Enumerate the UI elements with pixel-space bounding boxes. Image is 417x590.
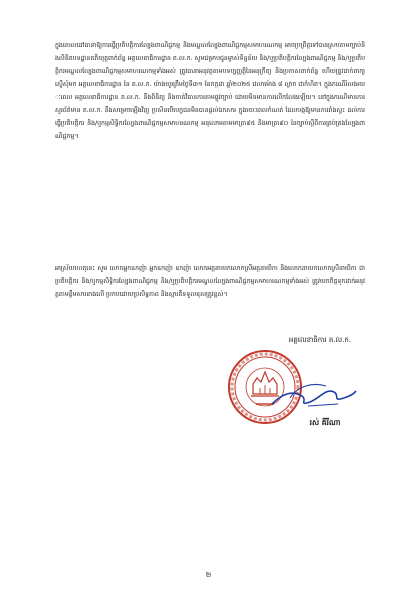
handwritten-signature xyxy=(268,376,358,416)
signatory-title: អគ្គលេខាធិការ គ.ល.ក. xyxy=(288,336,352,344)
body-paragraph-1: ក្នុងគោលដៅធានាឱ្យការធ្វើប្រតិបត្តិការល្បែងពាណិជ្ជកម្ម និងមណ្ឌលល្បែងពាណិជ្ជកម្មសមាហរណកម្ម អាចប្រព្រឹត្តទៅបានស្របតាមច្បាប់និងលិខិតបទដ្ឋានគតិយុត្តពាក់ព័ន្ធ អគ្គលេខាធិការដ្ឋាន គ.ល.ក. សូមជម្រាបជូនម្ចាស់ទិន្នន័យ និង/ឬប្រតិបត្តិករល្បែងពាណិជ្ជកម្ម និង/ឬប្រតិបត្តិករមណ្ឌលល្បែងពាណិជ្ជកម្មសមាហរណកម្មទាំងអស់ ត្រូវធានាអនុវត្តតាមបទប្បញ្ញត្តិនៃអនុក្រឹត្យ និងប្រកាសពាក់ព័ន្ធ ហើយត្រូវដាក់ពាក្យស្នើសុំមក អគ្គលេខាធិការដ្ឋាន នៃ គ.ល.ក. យ៉ាងយូរត្រឹមថ្ងៃទី៣១ ខែកក្កដា ឆ្នាំ២០២៥ វេលាម៉ោង ៨ ល្ងាច ជាកំហិត។ ក្នុងករណីរំលងរយៈពេល អគ្គលេខាធិការដ្ឋាន គ.ល.ក. នឹងពិនិត្យ និងចាត់វិធានការតាមផ្លូវច្បាប់ ដោយមិនមានការលើកលែងឡើយ។ នៅក្នុងករណីមានការសួរព័ត៌មាន គ.ល.ក. នឹងសម្រេចឡើងវិញ ប្រសិនបើបេក្ខជនមិនបានផ្តល់ឯកសារ ក្នុងរយៈពេលកំណត់ ដែលបង្កឱ្យមានការរាំងស្ទះ ដល់ការធ្វើប្រតិបត្តិករ និង/ឬកម្មសិទ្ធិករល្បែងពាណិជ្ជកម្មសមាហរណកម្ម អនុលោមតាមមាត្រា៩៥ និងមាត្រា៩០ នៃច្បាប់ស្តីពីការគ្រប់គ្រងល្បែងពាណិជ្ជកម្ម។ xyxy=(55,42,365,140)
body-paragraph-2: អាស្រ័យហេតុនេះ សូម លោកអ្នកឧកញ៉ា អ្នកឧកញ៉ា ឧកញ៉ា លោកអគ្គនាយកលោកស្រីអគ្គនាយិកា និងលោកនាយកលោកស្រីនាយិកា ជាប្រតិបត្តិករ និង/ឬកម្មសិទ្ធិករល្បែងពាណិជ្ជកម្ម និង/ឬប្រតិបត្តិករមណ្ឌលល្បែងពាណិជ្ជកម្មសមាហរណកម្មទាំងអស់ ត្រូវយកចិត្តទុកដាក់អនុវត្តតាមខ្លឹមសារខាងលើ ប្រកបដោយប្រសិទ្ធភាព និងស្មារតីទទួលខុសត្រូវខ្ពស់។ xyxy=(55,265,365,298)
page-number: ២ xyxy=(205,571,212,579)
signatory-name: រស់ គីរីណា xyxy=(309,418,341,427)
